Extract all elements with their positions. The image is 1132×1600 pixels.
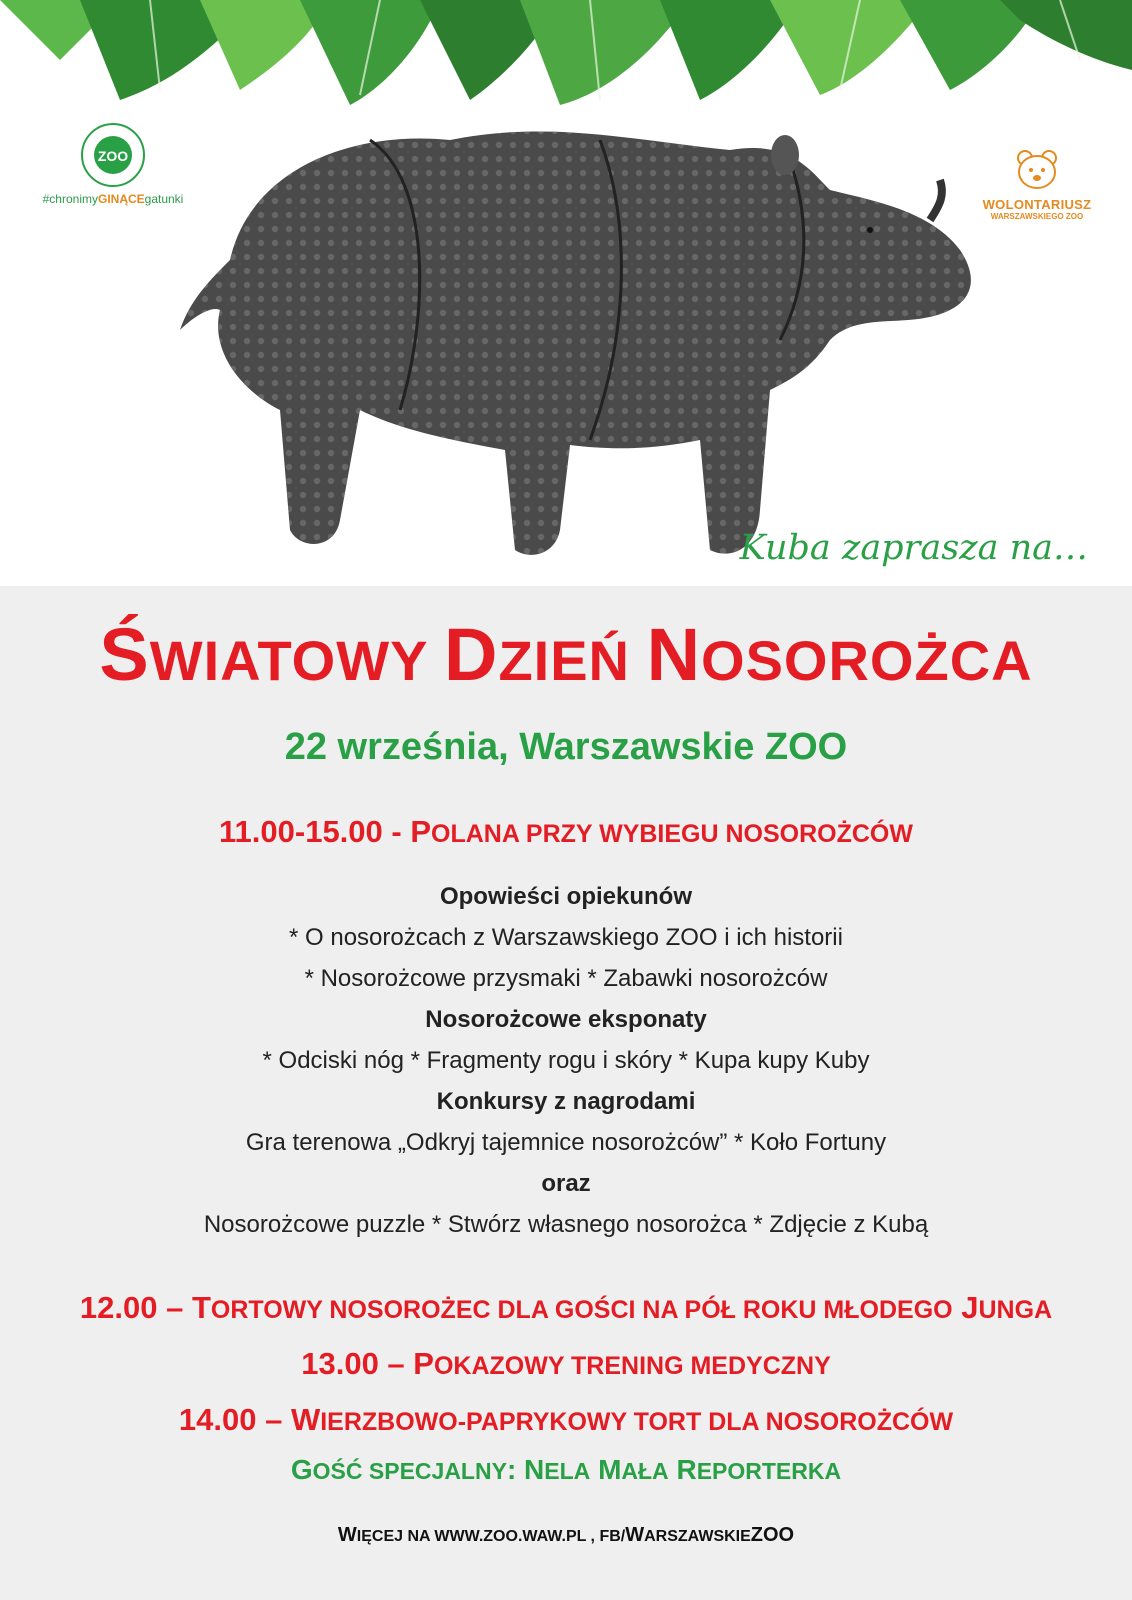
more-info-link[interactable]: WIĘCEJ NA WWW.ZOO.WAW.PL , FB/WARSZAWSKIEZOO: [337, 1524, 795, 1546]
zoo-emblem-mark: ZOO: [97, 148, 129, 164]
events-list: [0, 1280, 1132, 1448]
program-item: Gra terenowa „Odkryj tajemnice nosorożców” * Koło Fortuny: [245, 1129, 887, 1156]
invitation-text: Kuba zaprasza na…: [739, 528, 1088, 568]
bear-icon: [1007, 148, 1067, 192]
program-heading: oraz: [541, 1170, 591, 1197]
date-location: 22 września, Warszawskie ZOO: [284, 726, 848, 768]
program-heading: Opowieści opiekunów: [439, 883, 693, 910]
program-item: * O nosorożcach z Warszawskiego ZOO i ich historii: [289, 924, 843, 951]
volunteer-logo-line2: WARSZAWSKIEGO ZOO: [990, 212, 1084, 221]
program-heading: Nosorożcowe eksponaty: [425, 1006, 707, 1033]
special-guest: GOŚĆ SPECJALNY: NELA MAŁA REPORTERKA: [290, 1454, 842, 1485]
program-item: * Nosorożcowe przysmaki * Zabawki nosorożców: [304, 965, 828, 992]
event-item: 12.00 – TORTOWY NOSOROŻEC DLA GOŚCI NA PÓŁ ROKU MŁODEGO JUNGA: [79, 1290, 1053, 1325]
event-item: 13.00 – POKAZOWY TRENING MEDYCZNY: [301, 1346, 831, 1381]
page-title: ŚWIATOWY DZIEŃ NOSOROŻCA: [99, 613, 1033, 696]
program-heading: Konkursy z nagrodami: [436, 1088, 696, 1115]
zoo-emblem-icon: [80, 122, 146, 188]
program-item: * Odciski nóg * Fragmenty rogu i skóry * Kupa kupy Kuby: [262, 1047, 870, 1074]
program-item: Nosorożcowe puzzle * Stwórz własnego nosorożca * Zdjęcie z Kubą: [203, 1211, 929, 1238]
rhino-illustration: [170, 110, 1010, 586]
poster-header: [0, 0, 1132, 586]
main-schedule-heading: 11.00-15.00 - POLANA PRZY WYBIEGU NOSOROŻCÓW: [219, 814, 913, 849]
hashtag-text: #chronimyGINĄCEgatunki: [42, 192, 184, 206]
jungle-leaves-decoration: [0, 0, 1132, 110]
volunteer-logo-line1: WOLONTARIUSZ: [982, 197, 1092, 212]
event-item: 14.00 – WIERZBOWO-PAPRYKOWY TORT DLA NOSOROŻCÓW: [178, 1402, 954, 1437]
poster-body: [0, 586, 1132, 1600]
program-list: [0, 876, 1132, 1245]
